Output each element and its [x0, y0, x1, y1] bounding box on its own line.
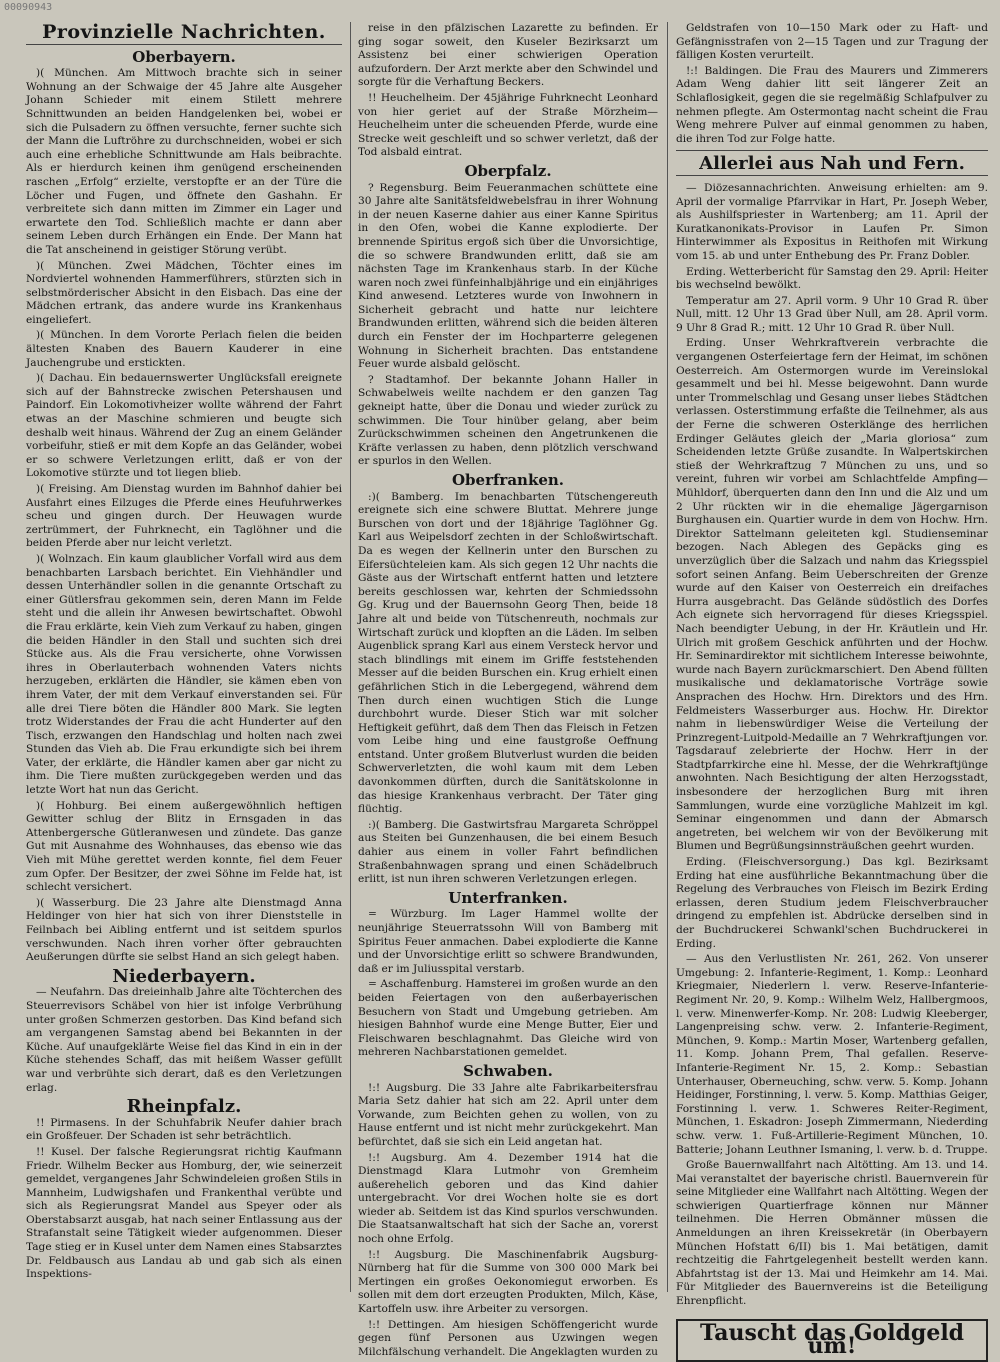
region-heading-rheinpfalz: Rheinpfalz. — [126, 1096, 242, 1118]
news-paragraph: )( München. Am Mittwoch brachte sich in seiner Wohnung an der Schwaige der 45 Jahre alte Ausgeher Johann Schieder mit einem Stilett mehrere Schnittwunden an beiden Handgelenken bei, wobei er sich die Pulsadern zu öffnen versuchte, ferner suchte sich der Mann die Luftröhre zu durchschneiden, wobei er sich auch eine erhebliche Schnittwunde am Hals beibrachte. Als er hierdurch keinen ihm genügend erscheinenden raschen „Erfolg“ erzielte, verstopfte er an der Türe die Löcher und Fugen, und öffnete den Gashahn. Er verbreitete sich dann mitten im Zimmer ein Lager und erwartete den Tod. Schließlich machte er dann aber seinem Leben durch Erhängen ein Ende. Der Mann hat die Tat anscheinend in geistiger Störung verübt. — [26, 67, 342, 256]
news-paragraph: Erding. Unser Wehrkraftverein verbrachte die vergangenen Osterfeiertage fern der Heimat, im schönen Oesterreich. Am Ostermorgen wurde im Vereinslokal gesammelt und bei hl. Messe beigewohnt. Dann wurde unter Trommelschlag und Gesang unser liebes Städtchen verlassen. Osterstimmung erfaßte die Teilnehmer, als aus der Ferne die schweren Osterklänge des herrlichen Erdinger Geläutes gleich der „Maria gloriosa“ zum Scheidenden letzte Grüße zusandte. In Walpertskirchen stieß der Wehrkraftzug 7 München zu uns, und so vereint, fuhren wir vorbei am Schlachtfelde Ampfing—Mühldorf, überquerten dann den Inn und die Alz und um 2 Uhr rückten wir in die ehemalige Jägergarnison Burghausen ein. Quartier wurde in dem von Hochw. Hrn. Direktor Sattelmann geleiteten kgl. Studienseminar bezogen. Nach Ablegen des Gepäcks ging es unverzüglich über die Salzach und nahm das Kriegsspiel sofort seinen Anfang. Beim Ueberschreiten der Grenze wurde auf den Kaiser von Oesterreich ein dreifaches Hurra ausgebracht. Das Gelände südöstlich des Dorfes Ach eignete sich hervorragend für dieses Kriegsspiel. Nach beendigter Uebung, in der Hr. Kräutlein und Hr. Ulrich mit großem Geschick anführten und der Hochw. Hr. Seminardirektor mit sichtlichem Interesse beiwohnte, wurde nach Bayern zurückmarschiert. Den Abend füllten musikalische und deklamatorische Vorträge sowie Ansprachen des Hochw. Hrn. Direktors und des Hrn. Feldmeisters Wasserburger aus. Hochw. Hr. Direktor nahm in liebenswürdiger Weise die Verteilung der Prinzregent-Luitpold-Medaille an 7 Wehrkraftjungen vor. Tagsdarauf zelebrierte der Hochw. Herr in der Stadtpfarrkirche eine hl. Messe, der die Wehrkraftjünge anwohnten. Nach Besichtigung der alten Herzogsstadt, insbesondere der herzoglichen Burg mit ihren Sammlungen, wurde eine vorzügliche Mahlzeit im kgl. Seminar eingenommen und dann der Abmarsch angetreten, bei welchem wir von der Bevölkerung mit Blumen und Begrüßungsinnsträußchen geehrt wurden. — [676, 337, 988, 853]
news-paragraph: !:! Dettingen. Am hiesigen Schöffengericht wurde gegen fünf Personen aus Uzwingen wegen Milchfälschung verhandelt. Die Angeklagten wurden zu — [358, 1318, 658, 1358]
page-id: 00090943 — [4, 2, 53, 13]
news-paragraph: )( Wasserburg. Die 23 Jahre alte Dienstmagd Anna Heldinger von hier hat sich von ihrer Dienststelle in Feilnbach bei Aibling entfernt und ist seitdem spurlos verschwunden. Nach ihren vorher öfter gebrauchten Aeußerungen dürfte sie selbst Hand an sich gelegt haben. — [26, 896, 342, 964]
news-paragraph: )( München. In dem Vororte Perlach fielen die beiden ältesten Knaben des Bauern Kauderer in eine Jauchengrube und erstickten. — [26, 329, 342, 369]
news-paragraph: )( Dachau. Ein bedauernswerter Unglücksfall ereignete sich auf der Bahnstrecke zwischen Petershausen und Paindorf. Ein Lokomotivheizer wollte während der Fahrt etwas an der Maschine schmieren und beugte sich deshalb weit hinaus. Während der Zug an einem Geländer vorbeifuhr, stieß er mit dem Kopfe an das Geländer, wobei er so schwere Verletzungen erlitt, daß er von der Lokomotive stürzte und tot liegen blieb. — [26, 372, 342, 480]
column-2 — [358, 22, 658, 1358]
news-paragraph: )( Hohburg. Bei einem außergewöhnlich heftigen Gewitter schlug der Blitz in Ernsgaden in das Attenbergersche Gütleranwesen und zündete. Das ganze Gut mit Ausnahme des Wohnhauses, das ebenso wie das Vieh mit Mühe gerettet werden konnte, fiel dem Feuer zum Opfer. Der Besitzer, der zwei Söhne im Felde hat, ist schlecht versichert. — [26, 799, 342, 894]
region-heading-schwaben: Schwaben. — [463, 1061, 553, 1080]
region-heading-oberfranken: Oberfranken. — [451, 471, 565, 489]
news-paragraph: — Diözesannachrichten. Anweisung erhielten: am 9. April der vormalige Pfarrvikar in Hart, Pr. Joseph Weber, als Aushilfspriester in Wartenberg; am 11. April der Kuratkanonikats-Provisor in Laufen Pr. Simon Hinterwimmer als Expositus in Reithofen mit Wirkung vom 15. ab und unter Enthebung des Pr. Franz Dobler. — [676, 181, 988, 262]
divider — [676, 150, 988, 151]
region-heading-oberbayern: Oberbayern. — [132, 47, 236, 66]
column-1 — [26, 22, 342, 1297]
news-paragraph: :)( Bamberg. Im benachbarten Tütschengereuth ereignete sich eine schwere Bluttat. Mehrere junge Burschen von dort und der 18jährige Taglöhner Gg. Karl aus Weipelsdorf zechten in der Schloßwirtschaft. Da es wegen der Kellnerin unter den Burschen zu Eifersüchteleien kam. Als sich gegen 12 Uhr nachts die Gäste aus der Wirtschaft entfernt hatten und letztere bereits geschlossen war, kehrten der Schmiedssohn Gg. Krug und der Bauernsohn Georg Then, beide 18 Jahre alt und beide von Tütschenreuth, nochmals zur Wirtschaft zurück und klopften an die Läden. Im selben Augenblick sprang Karl aus einem Versteck hervor und stach blindlings mit einem im Griffe feststehenden Messer auf die beiden Burschen ein. Krug erhielt einen gefährlichen Stich in die Lebergegend, während dem Then durch einen wuchtigen Stich die Lunge durchbohrt wurde. Dieser Stich war mit solcher Heftigkeit geführt, daß dem Then das Fleisch in Fetzen vom Leibe hing und eine faustgroße Oeffnung entstand. Unter großem Blutverlust wurden die beiden Schwerverletzten, die wohl kaum mit dem Leben davonkommen dürften, durch die Sanitätskolonne in das hiesige Krankenhaus verbracht. Der Täter ging flüchtig. — [358, 490, 658, 816]
region-heading-niederbayern: Niederbayern. — [112, 965, 256, 987]
news-paragraph: Erding. Wetterbericht für Samstag den 29. April: Heiter bis wechselnd bewölkt. — [676, 265, 988, 292]
news-paragraph: — Neufahrn. Das dreieinhalb Jahre alte Töchterchen des Steuerrevisors Schäbel von hier ist infolge Verbrühung unter großen Schmerzen gestorben. Das Kind befand sich am vergangenen Samstag abend bei Bekannten in der Küche. Auf unaufgeklärte Weise fiel das Kind in ein in der Küche stehendes Schaff, das mit heißem Wasser gefüllt war und verbrühte sich derart, daß es den Verletzungen erlag. — [26, 986, 342, 1094]
news-paragraph: ? Stadtamhof. Der bekannte Johann Haller in Schwabelweis weilte nachdem er den ganzen Tag gekneipt hatte, über die Donau und wieder zurück zu schwimmen. Die Tour hinüber gelang, aber beim Zurückschwimmen scheinen den Angetrunkenen die Kräfte verlassen zu haben, denn plötzlich verschwand er spurlos in den Wellen. — [358, 373, 658, 468]
news-paragraph: !:! Baldingen. Die Frau des Maurers und Zimmerers Adam Weng dahier litt seit längerer Zeit an Schlaflosigkeit, gegen die sie regelmäßig Schlafpulver zu nehmen pflegte. Am Ostermontag nacht scheint die Frau Weng mehrere Pulver auf einmal genommen zu haben, die ihren Tod zur Folge hatte. — [676, 64, 988, 145]
news-paragraph: Temperatur am 27. April vorm. 9 Uhr 10 Grad R. über Null, mitt. 12 Uhr 13 Grad über Null, am 28. April vorm. 9 Uhr 8 Grad R.; mitt. 12 Uhr 10 Grad R. über Null. — [676, 294, 988, 334]
region-heading-oberpfalz: Oberpfalz. — [464, 161, 552, 180]
news-paragraph: )( Wolnzach. Ein kaum glaublicher Vorfall wird aus dem benachbarten Larsbach berichtet. Ein Viehhändler und dessen Unterhändler sollen in die genannte Ortschaft zu einer Gütlersfrau gekommen sein, deren Mann im Felde steht und die allein ihr Anwesen bewirtschaftet. Obwohl die Frau erklärte, kein Vieh zum Verkauf zu haben, gingen die beiden Händler in den Stall und suchten sich drei Stücke aus. Als die Frau versicherte, ohne Vorwissen ihres in Oberlauterbach wohnenden Vaters nichts herzugeben, erklärten die Händler, sie kämen eben von ihrem Vater, der mit dem Verkauf einverstanden sei. Für alle drei Tiere böten die Händler 800 Mark. Sie legten trotz Widerstandes der Frau die acht Hunderter auf den Tisch, erzwangen den Handschlag und holten nach zwei Stunden das Vieh ab. Die Frau erkundigte sich bei ihrem Vater, der erklärte, die Händler kamen aber gar nicht zu ihm. Die Tiere mußten zurückgegeben werden und das letzte Wort hat nun das Gericht. — [26, 552, 342, 797]
section-title-allerlei: Allerlei aus Nah und Fern. — [699, 153, 965, 175]
news-paragraph: Große Bauernwallfahrt nach Altötting. Am 13. und 14. Mai veranstaltet der bayerische christl. Bauernverein für seine Mitglieder eine Wallfahrt nach Altötting. Wegen der schwierigen Quartierfrage können nur Männer teilnehmen. Die Herren Obmänner müssen die Anmeldungen an ihren Kreissekretär (in Oberbayern München Hofstatt 6/II) bis 1. Mai betätigen, damit rechtzeitig die Fahrtgelegenheit bestellt werden kann. Abfahrtstag ist der 13. Mai und Heimkehr am 14. Mai. Für Mitglieder des Bauernvereins ist die Beteiligung Ehrenpflicht. — [676, 1159, 988, 1308]
column-3 — [676, 22, 988, 1360]
news-paragraph: )( München. Zwei Mädchen, Töchter eines im Nordviertel wohnenden Hammerführers, stürzten sich in selbstmörderischer Absicht in den Eisbach. Das eine der Mädchen ertrank, das andere wurde ins Krankenhaus eingeliefert. — [26, 259, 342, 326]
gold-exchange-slogan: Tauscht das Goldgeld um! — [676, 1319, 988, 1362]
section-title-provincial-news: Provinzielle Nachrichten. — [42, 21, 326, 43]
region-heading-unterfranken: Unterfranken. — [448, 888, 568, 907]
column-rule-left — [350, 22, 351, 1292]
divider — [676, 175, 988, 176]
news-paragraph: !:! Augsburg. Die Maschinenfabrik Augsburg-Nürnberg hat für die Summe von 300 000 Mark bei Mertingen ein großes Oekonomiegut erworben. Es sollen mit dem dort erzeugten Produkten, Milch, Käse, Kartoffeln usw. ihre Arbeiter zu versorgen. — [358, 1248, 658, 1316]
news-paragraph: Erding. (Fleischversorgung.) Das kgl. Bezirksamt Erding hat eine ausführliche Bekanntmachung über die Regelung des Verbrauches von Fleisch im Bezirk Erding erlassen, deren Studium jedem Fleischverbraucher dringend zu empfehlen ist. Abdrücke derselben sind in der Buchdruckerei Schwankl'schen Buchdruckerei in Erding. — [676, 856, 988, 950]
news-paragraph: !:! Augsburg. Am 4. Dezember 1914 hat die Dienstmagd Klara Lutmohr von Gremheim außerehelich geboren und das Kind dahier untergebracht. Vor drei Wochen holte sie es dort wieder ab. Seitdem ist das Kind spurlos verschwunden. Die Staatsanwaltschaft hat sich der Sache an, vorerst noch ohne Erfolg. — [358, 1151, 658, 1246]
news-paragraph: :)( Bamberg. Die Gastwirtsfrau Margareta Schröppel aus Steiten bei Gunzenhausen, die bei einem Besuch dahier aus einem in voller Fahrt befindlichen Straßenbahnwagen sprang und einen Schädelbruch erlitt, ist nun ihren schweren Verletzungen erlegen. — [358, 818, 658, 886]
news-paragraph: !! Heuchelheim. Der 45jährige Fuhrknecht Leonhard von hier geriet auf der Straße Mörzheim—Heuchelheim unter die scheuenden Pferde, wurde eine Strecke weit geschleift und so schwer verletzt, daß der Tod alsbald eintrat. — [358, 91, 658, 159]
news-paragraph: ? Regensburg. Beim Feueranmachen schüttete eine 30 Jahre alte Sanitätsfeldwebelsfrau in ihrer Wohnung in der neuen Kaserne dahier aus einer Kanne Spiritus in den Ofen, wobei die Kanne explodierte. Der brennende Spiritus ergoß sich über die Unvorsichtige, die so schwere Brandwunden erlitt, daß sie am nächsten Tage im Krankenhaus starb. In der Küche waren noch zwei fünfeinhalbjährige und ein einjähriges Kind anwesend. Letzteres wurde von Inwohnern in Sicherheit gebracht und hatte nur leichtere Brandwunden erlitten, während sich die beiden älteren durch ein Fenster der im Hochparterre gelegenen Wohnung in Sicherheit brachten. Das entstandene Feuer wurde alsbald gelöscht. — [358, 181, 658, 371]
divider — [26, 44, 342, 45]
news-paragraph: )( Freising. Am Dienstag wurden im Bahnhof dahier bei Ausfahrt eines Eilzuges die Pferde eines Heufuhrwerkes scheu und gingen durch. Der Heuwagen wurde zertrümmert, der Fuhrknecht, ein Taglöhner und die beiden Pferde aber nur leicht verletzt. — [26, 483, 342, 550]
column-rule-right — [667, 22, 668, 1292]
news-paragraph: reise in den pfälzischen Lazarette zu befinden. Er ging sogar soweit, den Kuseler Bezirksarzt um Assistenz bei einer schwierigen Operation aufzufordern. Der Arzt merkte aber den Schwindel und sorgte für die Verhaftung Beckers. — [358, 22, 658, 89]
news-paragraph: Geldstrafen von 10—150 Mark oder zu Haft- und Gefängnisstrafen von 2—15 Tagen und zur Tragung der fälligen Kosten verurteilt. — [676, 22, 988, 62]
news-paragraph: !! Pirmasens. In der Schuhfabrik Neufer dahier brach ein Großfeuer. Der Schaden ist sehr beträchtlich. — [26, 1116, 342, 1143]
news-paragraph: !! Kusel. Der falsche Regierungsrat richtig Kaufmann Friedr. Wilhelm Becker aus Homburg, der, wie seinerzeit gemeldet, vergangenes Jahr Schwindeleien großen Stils in Mannheim, Ludwigshafen und Frankenthal verübte und sich als Regierungsrat Mandel aus Speyer oder als Oberstabsarzt ausgab, hat nach seiner Entlassung aus der Strafanstalt seine Tätigkeit wieder aufgenommen. Dieser Tage stieg er in Kusel unter dem Namen eines Stabsarztes Dr. Feldbausch aus Landau ab und gab sich als einen Inspektions- — [26, 1145, 342, 1281]
news-paragraph: = Würzburg. Im Lager Hammel wollte der neunjährige Steuerratssohn Will von Bamberg mit Spiritus Feuer anmachen. Dabei explodierte die Kanne und der Unvorsichtige erlitt so schwere Brandwunden, daß er im Juliusspital verstarb. — [358, 908, 658, 975]
news-paragraph: !:! Augsburg. Die 33 Jahre alte Fabrikarbeitersfrau Maria Setz dahier hat sich am 22. April unter dem Vorwande, zum Beichten gehen zu wollen, von zu Hause entfernt und ist nicht mehr zurückgekehrt. Man befürchtet, daß sie sich ein Leid angetan hat. — [358, 1081, 658, 1148]
news-paragraph: = Aschaffenburg. Hamsterei im großen wurde an den beiden Feiertagen von den außerbayerischen Besuchern von Stadt und Umgebung getrieben. Am hiesigen Bahnhof wurde eine Menge Butter, Eier und Fleischwaren beschlagnahmt. Das Gleiche wird von mehreren Nachbarstationen gemeldet. — [358, 978, 658, 1059]
news-paragraph: — Aus den Verlustlisten Nr. 261, 262. Von unserer Umgebung: 2. Infanterie-Regiment, 1. Komp.: Leonhard Kriegmaier, Niederlern l. verw. Reserve-Infanterie-Regiment Nr. 20, 9. Komp.: Wilhelm Welz, Hallbergmoos, l. verw. Minenwerfer-Komp. Nr. 208: Ludwig Kleeberger, Langenpreising schw. verw. 2. Infanterie-Regiment, München, 9. Komp.: Martin Moser, Wartenberg gefallen, 11. Komp. Johann Prem, Thal gefallen. Reserve-Infanterie-Regiment Nr. 15, 2. Komp.: Sebastian Unterhauser, Oberneuching, schw. verw. 5. Komp. Johann Heidinger, Forstinning, l. verw. 5. Komp. Matthias Geiger, Forstinning l. verw. 1. Schweres Reiter-Regiment, München, 1. Eskadron: Joseph Zimmermann, Niederding schw. verw. 1. Fuß-Artillerie-Regiment München, 10. Batterie; Johann Leuthner Ismaning, l. verw. b. d. Truppe. — [676, 953, 988, 1156]
